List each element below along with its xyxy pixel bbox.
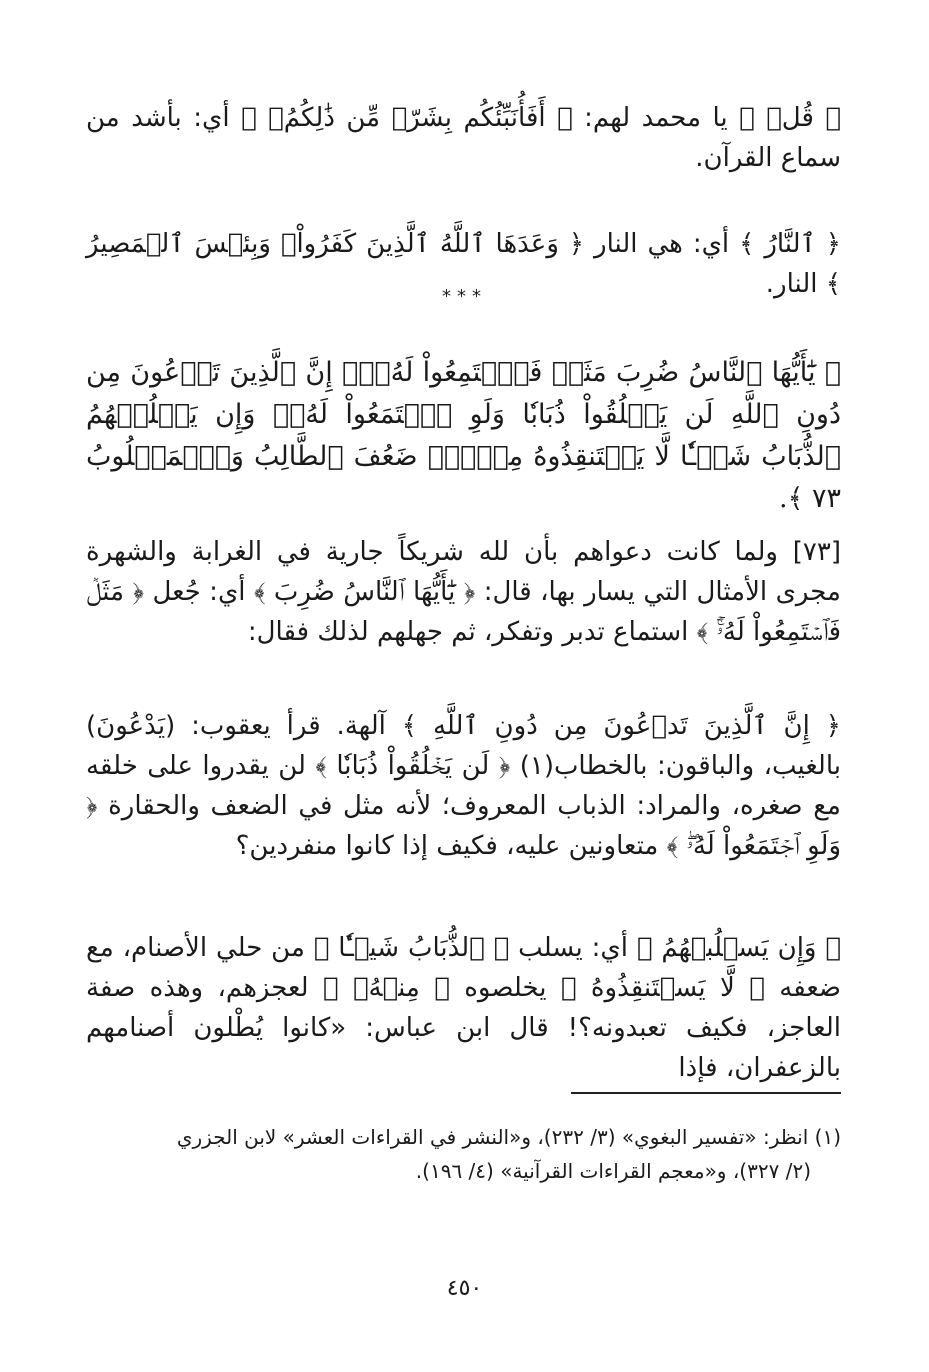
section-separator: *** [442, 286, 487, 307]
paragraph-text: ﴿ قُلۡ ﴾ يا محمد لهم: ﴿ أَفَأُنَبِّئُكُم بِشَرّٖ مِّن ذَٰلِكُمُۚ ﴾ أي: بأشد من سماع القرآن. [86, 103, 841, 173]
paragraph-text: ﴿ وَإِن يَسۡلُبۡهُمُ ﴾ أي: يسلب ﴿ ٱلذُّبَابُ شَيۡـٔٗا ﴾ من حلي الأصنام، مع ضعفه ﴿ لَّا يَسۡتَنقِذُوهُ ﴾ يخلصوه ﴿ مِنۡهُۚ ﴾ لعجزهم، وهذه صفة العاجز، فكيف تعبدونه؟! قال ابن عباس: «كانوا يُطْلون أصنامهم بالزعفران، فإذا [86, 933, 841, 1083]
paragraph-say-to-them [86, 98, 841, 178]
footnote-divider [571, 1092, 841, 1094]
footnote-line: (١) انظر: «تفسير البغوي» (٣/ ٢٣٢)، و«النشر في القراءات العشر» لابن الجزري [176, 1125, 841, 1149]
paragraph-text: ﴿ إِنَّ ٱلَّذِينَ تَدۡعُونَ مِن دُونِ ٱللَّهِ ﴾ آلهة. قرأ يعقوب: (يَدْعُونَ) بالغيب، والباقون: بالخطاب(١) ﴿ لَن يَخۡلُقُواْ ذُبَابٗا ﴾ لن يقدروا على خلقه مع صغره، والمراد: الذباب المعروف؛ لأنه مثل في الضعف والحقارة ﴿ وَلَوِ ٱجۡتَمَعُواْ لَهُۥۖ ﴾ متعاونين عليه، فكيف إذا كانوا منفردين؟ [86, 711, 841, 861]
paragraph-those-you-invoke [86, 706, 841, 866]
footnotes [86, 1120, 841, 1188]
paragraph-fly-takes [86, 928, 841, 1088]
footnote-line: (٢/ ٣٢٧)، و«معجم القراءات القرآنية» (٤/ ١٩٦). [415, 1159, 811, 1183]
paragraph-text: ﴿ ٱلنَّارُ ﴾ أي: هي النار ﴿ وَعَدَهَا ٱللَّهُ ٱلَّذِينَ كَفَرُواْۖ وَبِئۡسَ ٱلۡمَصِيرُ ﴾ النار. [86, 229, 841, 299]
paragraph-commentary-73 [86, 532, 841, 652]
paragraph-text: [٧٣] ولما كانت دعواهم بأن لله شريكاً جارية في الغرابة والشهرة مجرى الأمثال التي يسار بها، قال: ﴿ يَٰٓأَيُّهَا ٱلنَّاسُ ضُرِبَ ﴾ أي: جُعل ﴿ مَثَلٞ فَٱسۡتَمِعُواْ لَهُۥٓۚ ﴾ استماع تدبر وتفكر، ثم جهلهم لذلك فقال: [86, 537, 841, 647]
verse-text: ﴿ يَٰٓأَيُّهَا ٱلنَّاسُ ضُرِبَ مَثَلٞ فَٱسۡتَمِعُواْ لَهُۥٓۚ إِنَّ ٱلَّذِينَ تَدۡعُونَ مِن دُونِ ٱللَّهِ لَن يَخۡلُقُواْ ذُبَابٗا وَلَوِ ٱجۡتَمَعُواْ لَهُۥۖ وَإِن يَسۡلُبۡهُمُ ٱلذُّبَابُ شَيۡـٔٗا لَّا يَسۡتَنقِذُوهُ مِنۡهُۚ ضَعُفَ ٱلطَّالِبُ وَٱلۡمَطۡلُوبُ ٧٣ ﴾. [86, 357, 841, 514]
quran-verse-73 [86, 352, 841, 520]
page-number: ٤٥٠ [446, 1276, 483, 1301]
